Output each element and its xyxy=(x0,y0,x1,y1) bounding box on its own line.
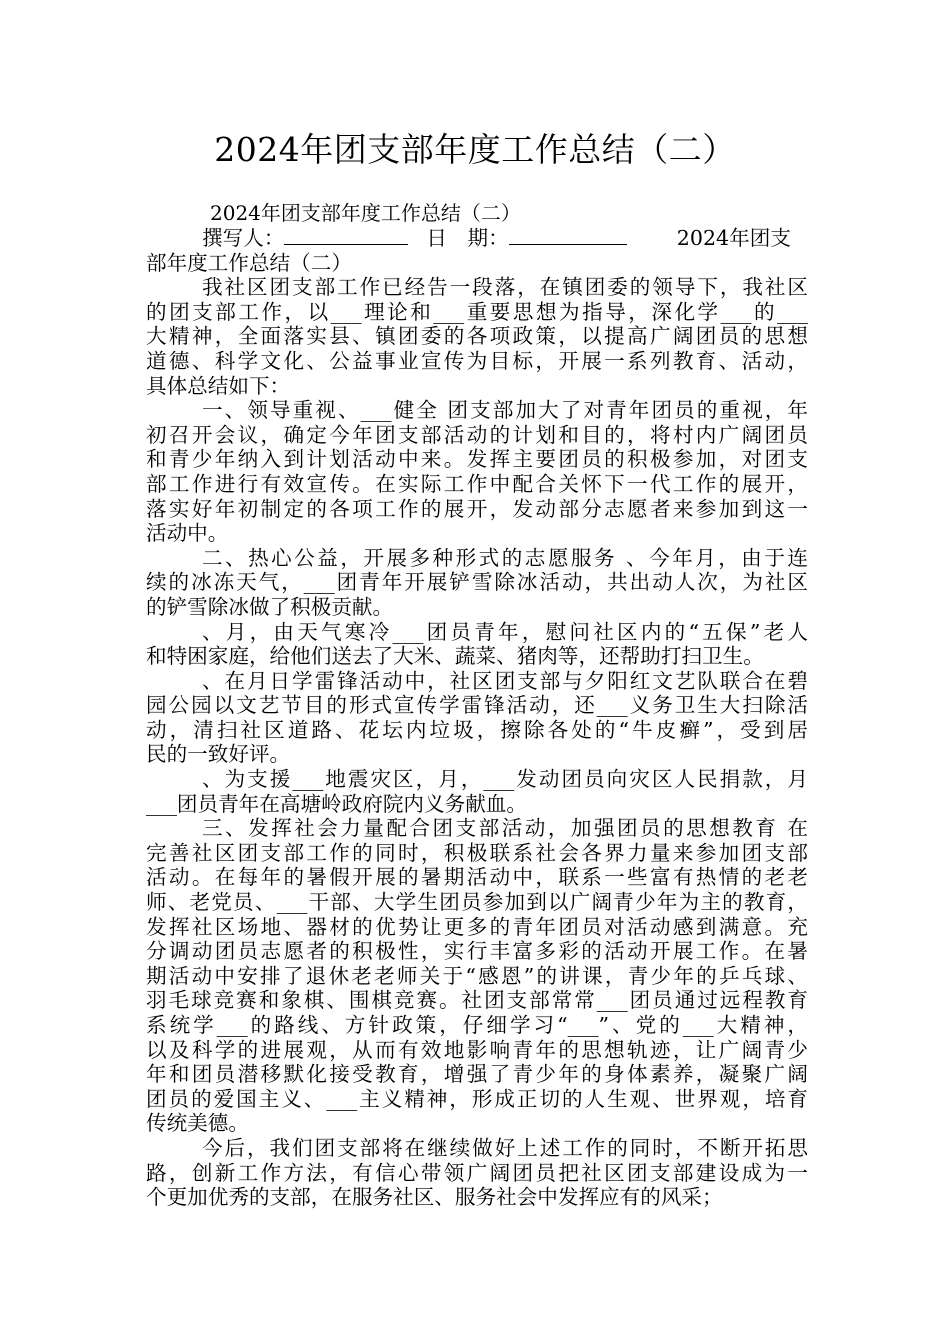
text-line: 、在月日学雷锋活动中，社区团支部与夕阳红文艺队联合在碧 xyxy=(202,668,808,693)
text-line: 以及科学的进展观，从而有效地影响青年的思想轨迹，让广阔青少 xyxy=(146,1037,808,1062)
text-line: 、为支援___地震灾区，月，___发动团员向灾区人民捐款，月 xyxy=(202,767,808,792)
text-line: 路，创新工作方法，有信心带领广阔团员把社区团支部建设成为一 xyxy=(146,1160,808,1185)
author-label: 撰写人： xyxy=(202,226,285,250)
text-line: 动，清扫社区道路、花坛内垃圾，擦除各处的“牛皮癣”，受到居 xyxy=(146,717,808,742)
text-line: 个更加优秀的支部，在服务社区、服务社会中发挥应有的风采； xyxy=(146,1185,723,1210)
meta-tail-continuation: 部年度工作总结（二） xyxy=(146,250,352,275)
text-line: 活动中。 xyxy=(146,521,229,546)
text-line: 部工作进行有效宣传。在实际工作中配合关怀下一代工作的展开， xyxy=(146,471,808,496)
document-subtitle: 2024年团支部年度工作总结（二） xyxy=(210,201,521,225)
text-line: 和特困家庭，给他们送去了大米、蔬菜、猪肉等，还帮助打扫卫生。 xyxy=(146,644,764,669)
text-line: 、月，由天气寒冷___团员青年，慰问社区内的“五保”老人 xyxy=(202,619,808,644)
text-line: 民的一致好评。 xyxy=(146,742,291,767)
text-line: 续的冰冻天气，___团青年开展铲雪除冰活动，共出动人次，为社区 xyxy=(146,570,808,595)
text-line: 系统学___的路线、方针政策，仔细学习“___”、党的___大精神， xyxy=(146,1013,808,1037)
paragraph-lines xyxy=(146,275,808,1210)
date-blank xyxy=(509,226,627,245)
date-label: 日 期： xyxy=(426,226,509,250)
text-line: 羽毛球竞赛和象棋、围棋竞赛。社团支部常常___团员通过远程教育 xyxy=(146,988,808,1013)
text-line: 期活动中安排了退休老老师关于“感恩”的讲课，青少年的乒乓球、 xyxy=(146,963,808,988)
text-line: 的铲雪除冰做了积极贡献。 xyxy=(146,594,394,619)
document-body xyxy=(146,226,808,1210)
text-line: 我社区团支部工作已经告一段落，在镇团委的领导下，我社区 xyxy=(202,275,808,300)
text-line: 大精神，全面落实县、镇团委的各项政策，以提高广阔团员的思想 xyxy=(146,324,808,349)
author-blank xyxy=(284,226,408,245)
text-line: 年和团员潜移默化接受教育，增强了青少年的身体素养，凝聚广阔 xyxy=(146,1062,808,1087)
text-line: 道德、科学文化、公益事业宣传为目标，开展一系列教育、活动， xyxy=(146,348,808,373)
text-line: 完善社区团支部工作的同时，积极联系社会各界力量来参加团支部 xyxy=(146,840,808,865)
text-line: 发挥社区场地、器材的优势让更多的青年团员对活动感到满意。充 xyxy=(146,914,808,939)
meta-line xyxy=(146,226,808,251)
text-line: 传统美德。 xyxy=(146,1111,249,1136)
document-title: 2024年团支部年度工作总结（二） xyxy=(214,130,736,169)
text-line: 分调动团员志愿者的积极性，实行丰富多彩的活动开展工作。在暑 xyxy=(146,939,808,964)
text-line: ___团员青年在高塘岭政府院内义务献血。 xyxy=(146,791,527,816)
text-line: 一、领导重视、___健全 团支部加大了对青年团员的重视，年 xyxy=(202,398,808,423)
text-line: 二、热心公益，开展多种形式的志愿服务 、今年月，由于连 xyxy=(202,545,808,570)
text-line: 团员的爱国主义、___主义精神，形成正切的人生观、世界观，培育 xyxy=(146,1086,808,1111)
text-line: 和青少年纳入到计划活动中来。发挥主要团员的积极参加，对团支 xyxy=(146,447,808,472)
text-line: 今后，我们团支部将在继续做好上述工作的同时，不断开拓思 xyxy=(202,1135,808,1160)
text-line: 园公园以文艺节目的形式宣传学雷锋活动，还___义务卫生大扫除活 xyxy=(146,693,808,718)
text-line: 具体总结如下： xyxy=(146,373,291,398)
text-line: 初召开会议，确定今年团支部活动的计划和目的，将村内广阔团员 xyxy=(146,422,808,447)
text-line: 落实好年初制定的各项工作的展开，发动部分志愿者来参加到这一 xyxy=(146,496,808,521)
text-line: 师、老党员、___干部、大学生团员参加到以广阔青少年为主的教育， xyxy=(146,890,808,915)
meta-tail: 2024年团支 xyxy=(676,226,791,250)
text-line: 的团支部工作，以___理论和___重要思想为指导，深化学___的___ xyxy=(146,299,808,324)
text-line: 三、发挥社会力量配合团支部活动，加强团员的思想教育 在 xyxy=(202,816,808,841)
text-line: 活动。在每年的暑假开展的暑期活动中，联系一些富有热情的老老 xyxy=(146,865,808,890)
